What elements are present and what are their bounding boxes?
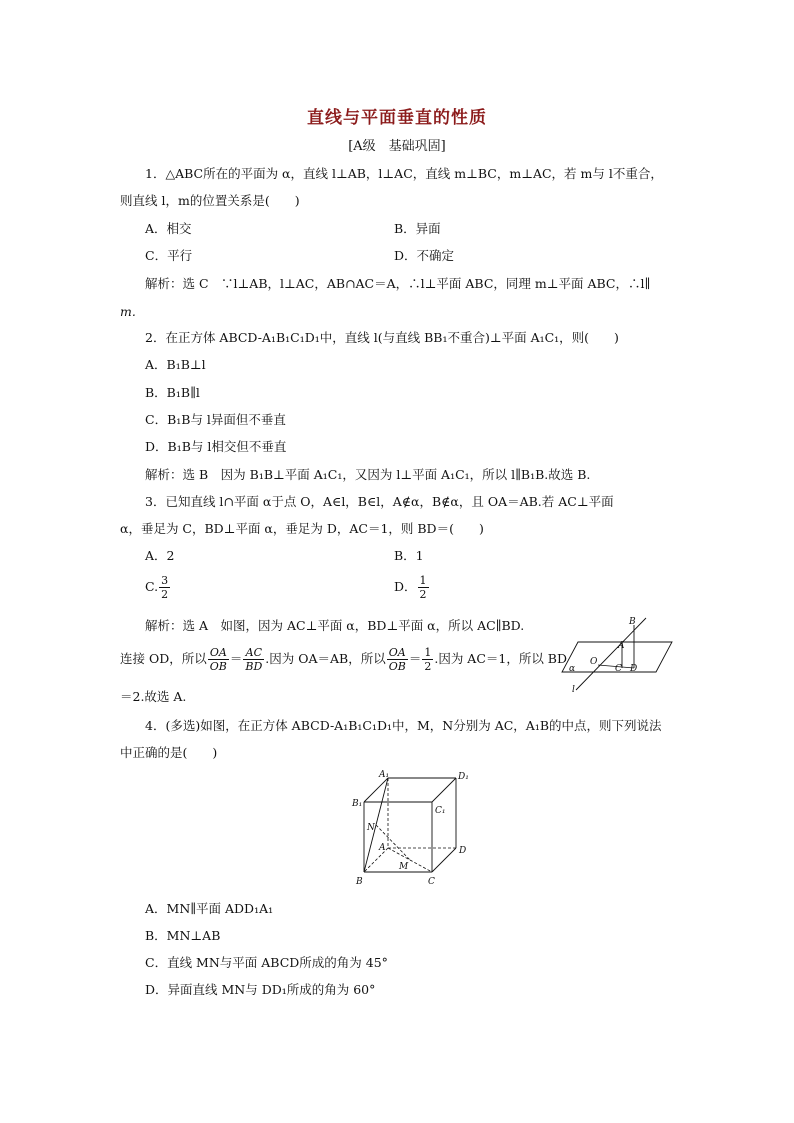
q3-option-d-label: D． (394, 579, 417, 594)
q3-option-c-numerator: 3 (161, 574, 169, 587)
label-a: A (618, 641, 625, 651)
q3-option-c-fraction (159, 574, 170, 601)
q3-frac4-num: 1 (424, 646, 432, 659)
q2-stem: 2．在正方体 ABCD-A₁B₁C₁D₁中，直线 l(与直线 BB₁不重合)⊥平面 A₁C₁，则( ) (145, 330, 619, 345)
q1-stem-line2: 则直线 l，m的位置关系是( ) (120, 193, 300, 208)
line-l (576, 618, 646, 690)
section-level: [A级 基础巩固] (348, 139, 446, 154)
q1-stem-line1: 1．△ABC所在的平面为 α，直线 l⊥AB，l⊥AC，直线 m⊥BC，m⊥AC，若 m与 l不重合， (145, 166, 663, 181)
q3-frac4-den: 2 (424, 660, 432, 673)
segment-a-c (388, 848, 432, 872)
q4-cube-figure (346, 770, 476, 890)
q4-stem-line1: 4．(多选)如图，在正方体 ABCD-A₁B₁C₁D₁中，M，N分别为 AC，A₁B的中点，则下列说法 (145, 718, 662, 733)
q1-option-c: C．平行 (145, 248, 193, 263)
q4-option-a: A．MN∥平面 ADD₁A₁ (145, 901, 274, 916)
q3-frac2-num: AC (243, 646, 264, 660)
q3-fraction-oa-ob-2 (387, 646, 408, 673)
label-c: C (428, 877, 435, 887)
q3-option-d-numerator: 1 (419, 574, 427, 587)
label-b1: B₁ (352, 799, 363, 809)
edge-c-d (432, 848, 456, 872)
q3-solution-text-b: .因为 OA＝AB，所以 (265, 651, 386, 666)
q3-frac3-den: OB (388, 660, 406, 673)
label-b: B (356, 877, 363, 887)
label-c: C (615, 664, 622, 674)
label-c1: C₁ (435, 806, 446, 816)
edge-a1-b1 (364, 778, 388, 802)
q1-option-a: A．相交 (145, 221, 192, 236)
page-title: 直线与平面垂直的性质 (307, 108, 487, 128)
q2-option-d: D．B₁B与 l相交但不垂直 (145, 439, 287, 454)
q3-frac2-den: BD (245, 660, 263, 673)
label-a1: A₁ (379, 770, 390, 780)
q4-stem-line2: 中正确的是( ) (120, 745, 218, 760)
q3-option-c (145, 574, 171, 601)
q2-option-c: C．B₁B与 l异面但不垂直 (145, 412, 286, 427)
q3-stem-line1: 3．已知直线 l∩平面 α于点 O，A∈l，B∈l，A∉α，B∉α，且 OA＝AB.若 AC⊥平面 (145, 494, 614, 509)
label-a: A (379, 843, 386, 853)
q3-equals-1: ＝ (229, 651, 243, 666)
label-m: M (399, 862, 409, 872)
q3-plane-figure (558, 614, 678, 694)
q2-solution: 解析：选 B 因为 B₁B⊥平面 A₁C₁，又因为 l⊥平面 A₁C₁，所以 l∥B₁B.故选 B. (145, 467, 591, 482)
label-d: D (630, 664, 638, 674)
q4-option-c: C．直线 MN与平面 ABCD所成的角为 45° (145, 955, 388, 970)
label-d: D (459, 846, 467, 856)
q3-option-d (394, 574, 430, 601)
q1-option-d: D．不确定 (394, 248, 455, 263)
q1-solution-line2: m. (120, 304, 136, 319)
q1-option-b: B．异面 (394, 221, 441, 236)
q3-stem-line2: α，垂足为 C，BD⊥平面 α，垂足为 D，AC＝1，则 BD＝( ) (120, 521, 484, 536)
q3-option-c-denominator: 2 (161, 588, 169, 601)
label-b: B (629, 617, 636, 627)
q1-solution-line1: 解析：选 C ∵l⊥AB，l⊥AC，AB∩AC＝A，∴l⊥平面 ABC，同理 m⊥平面 ABC，∴l∥ (145, 276, 651, 291)
q2-option-a: A．B₁B⊥l (145, 357, 206, 372)
q2-option-b: B．B₁B∥l (145, 385, 200, 400)
q3-option-b: B．1 (394, 548, 424, 563)
q3-option-d-fraction (418, 574, 429, 601)
label-o: O (590, 657, 598, 667)
q3-solution-text-c: .因为 AC＝1，所以 BD (434, 651, 568, 666)
q3-equals-2: ＝ (408, 651, 422, 666)
q3-option-c-label: C. (145, 579, 159, 594)
edge-c1-d1 (432, 778, 456, 802)
q4-option-d: D．异面直线 MN与 DD₁所成的角为 60° (145, 982, 376, 997)
q3-solution-line3: ＝2.故选 A. (120, 689, 187, 704)
q3-fraction-ac-bd (243, 646, 264, 673)
q3-solution-line1: 解析：选 A 如图，因为 AC⊥平面 α，BD⊥平面 α，所以 AC∥BD. (145, 618, 525, 633)
q3-fraction-oa-ob (208, 646, 229, 673)
q3-frac1-den: OB (209, 660, 227, 673)
label-d1: D₁ (458, 772, 469, 782)
q3-frac1-num: OA (208, 646, 229, 660)
q3-option-a: A．2 (145, 548, 175, 563)
q4-option-b: B．MN⊥AB (145, 928, 221, 943)
label-n: N (367, 823, 375, 833)
q3-option-d-denominator: 2 (419, 588, 427, 601)
q3-solution-line2 (120, 646, 567, 673)
q3-frac3-num: OA (387, 646, 408, 660)
label-l: l (572, 685, 575, 694)
q3-solution-text-a: 连接 OD，所以 (120, 651, 207, 666)
label-alpha: α (569, 664, 576, 674)
q3-fraction-half (422, 646, 433, 673)
